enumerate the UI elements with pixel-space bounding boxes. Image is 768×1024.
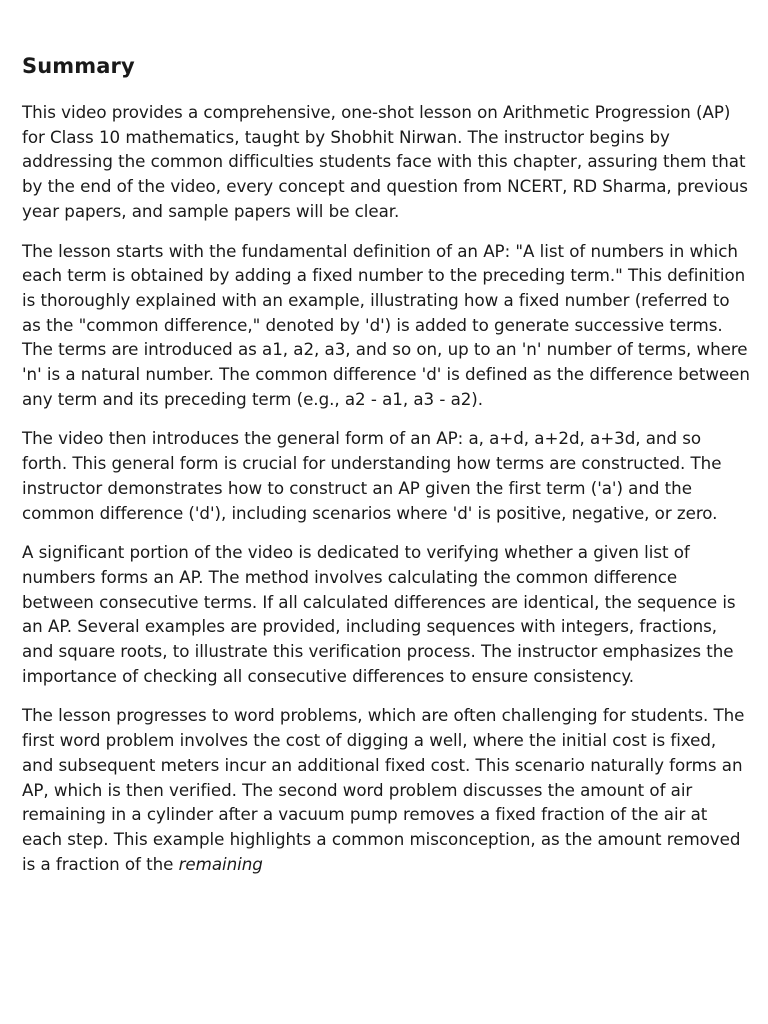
paragraph-definition: The lesson starts with the fundamental definition of an AP: "A list of numbers in which each term is obtained by adding a fixed number to the preceding term." This definition is thoroughly explained with an example, illustrating how a fixed number (referred to as the "common difference," denoted by 'd') is added to generate successive terms. The terms are introduced as a1, a2, a3, and so on, up to an 'n' number of terms, where 'n' is a natural number. The common difference 'd' is defined as the difference between any term and its preceding term (e.g., a2 - a1, a3 - a2).: [22, 240, 750, 409]
paragraph-verification: A significant portion of the video is dedicated to verifying whether a given list of numbers forms an AP. The method involves calculating the common difference between consecutive terms. If all calculated differences are identical, the sequence is an AP. Several examples are provided, including sequences with integers, fractions, and square roots, to illustrate this verification process. The instructor emphasizes the importance of checking all consecutive differences to ensure consistency.: [22, 542, 736, 686]
summary-heading: Summary: [22, 54, 135, 78]
paragraph-word-problems: [22, 703, 750, 876]
paragraph-word-problems-text: The lesson progresses to word problems, which are often challenging for students. The first word problem involves the cost of digging a well, where the initial cost is fixed, and subsequent meters incur an additional fixed cost. This scenario naturally forms an AP, which is then verified. The second word problem discusses the amount of air remaining in a cylinder after a vacuum pump removes a fixed fraction of the air at each step. This example highlights a common misconception, as the amount removed is a fraction of the: [22, 705, 745, 874]
paragraph-intro: This video provides a comprehensive, one-shot lesson on Arithmetic Progression (AP) for Class 10 mathematics, taught by Shobhit Nirwan. The instructor begins by addressing the common difficulties students face with this chapter, assuring them that by the end of the video, every concept and question from NCERT, RD Sharma, previous year papers, and sample papers will be clear.: [22, 102, 748, 221]
emphasis-remaining: remaining: [178, 853, 263, 874]
summary-section: [22, 50, 750, 891]
paragraph-general-form: The video then introduces the general form of an AP: a, a+d, a+2d, a+3d, and so forth. This general form is crucial for understanding how terms are constructed. The instructor demonstrates how to construct an AP given the first term ('a') and the common difference ('d'), including scenarios where 'd' is positive, negative, or zero.: [22, 428, 722, 523]
